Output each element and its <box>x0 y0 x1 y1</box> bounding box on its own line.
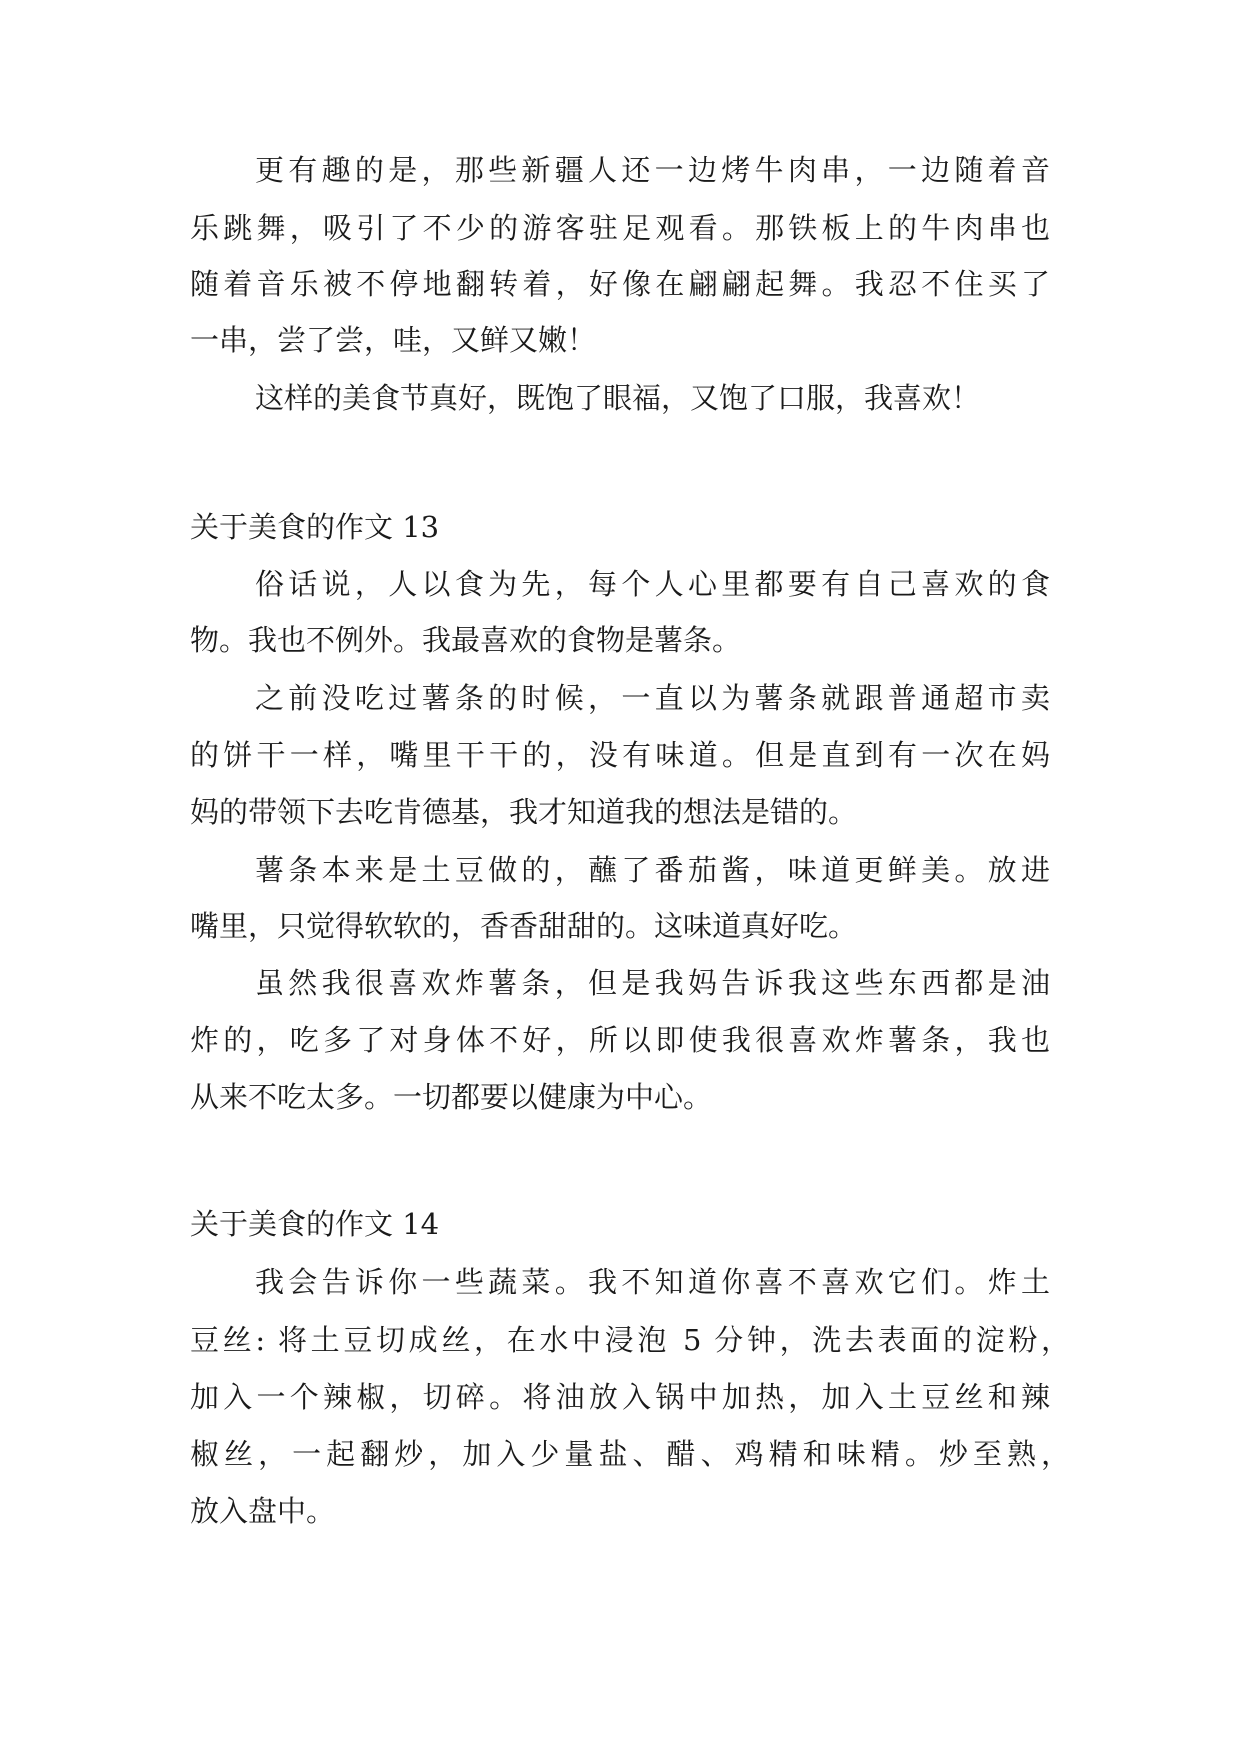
text-line: 豆丝: 将土豆切成丝，在水中浸泡 5 分钟，洗去表面的淀粉， <box>190 1323 1070 1357</box>
text-line: 的饼干一样，嘴里干干的，没有味道。但是直到有一次在妈 <box>190 738 1050 772</box>
text-line: 一串，尝了尝，哇，又鲜又嫩！ <box>190 323 597 357</box>
text-line: 这样的美食节真好，既饱了眼福，又饱了口服，我喜欢！ <box>255 381 981 415</box>
text-line: 乐跳舞，吸引了不少的游客驻足观看。那铁板上的牛肉串也 <box>190 211 1050 245</box>
text-line: 嘴里，只觉得软软的，香香甜甜的。这味道真好吃。 <box>190 909 858 943</box>
text-line: 薯条本来是土豆做的，蘸了番茄酱，味道更鲜美。放进 <box>255 853 1050 887</box>
text-line: 炸的，吃多了对身体不好，所以即使我很喜欢炸薯条，我也 <box>190 1023 1050 1057</box>
text-line: 放入盘中。 <box>190 1494 336 1528</box>
text-line: 俗话说，人以食为先，每个人心里都要有自己喜欢的食 <box>255 567 1050 601</box>
section-heading: 关于美食的作文 13 <box>190 510 440 544</box>
text-line: 我会告诉你一些蔬菜。我不知道你喜不喜欢它们。炸土 <box>255 1265 1050 1299</box>
text-line: 椒丝，一起翻炒，加入少量盐、醋、鸡精和味精。炒至熟， <box>190 1437 1070 1471</box>
text-line: 妈的带领下去吃肯德基，我才知道我的想法是错的。 <box>190 795 858 829</box>
text-line: 物。我也不例外。我最喜欢的食物是薯条。 <box>190 623 742 657</box>
text-line: 更有趣的是，那些新疆人还一边烤牛肉串，一边随着音 <box>255 153 1050 187</box>
text-line: 随着音乐被不停地翻转着，好像在翩翩起舞。我忍不住买了 <box>190 267 1050 301</box>
text-line: 之前没吃过薯条的时候，一直以为薯条就跟普通超市卖 <box>255 681 1050 715</box>
text-line: 虽然我很喜欢炸薯条，但是我妈告诉我这些东西都是油 <box>255 966 1050 1000</box>
text-line: 加入一个辣椒，切碎。将油放入锅中加热，加入土豆丝和辣 <box>190 1380 1050 1414</box>
text-line: 从来不吃太多。一切都要以健康为中心。 <box>190 1080 713 1114</box>
section-heading: 关于美食的作文 14 <box>190 1207 440 1241</box>
